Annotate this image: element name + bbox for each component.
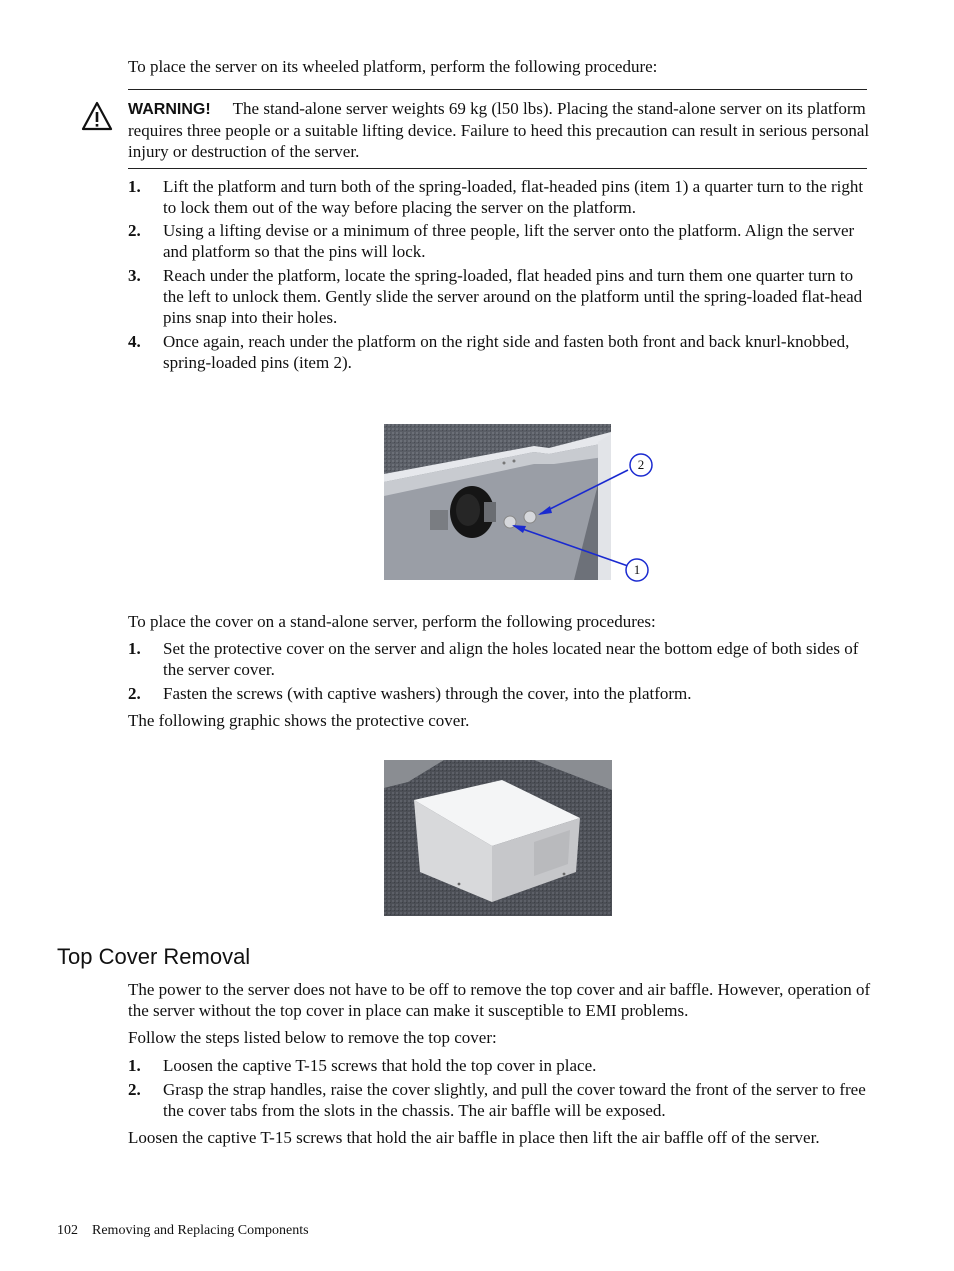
page-number: 102 <box>57 1223 78 1238</box>
follow-steps-text: Follow the steps listed below to remove the top cover: <box>128 1028 497 1047</box>
step-number: 3. <box>128 266 141 285</box>
cover-graphic-caption: The following graphic shows the protective cover. <box>128 711 470 730</box>
step-number: 2. <box>128 1080 141 1099</box>
step-text: Using a lifting devise or a minimum of three people, lift the server onto the platform. Align the server and platform so that the pins will lock. <box>163 221 855 261</box>
air-baffle-paragraph: Loosen the captive T-15 screws that hold the air baffle in place then lift the air baffle off of the server. <box>128 1128 820 1147</box>
warning-label: WARNING! <box>128 101 211 118</box>
warning-block <box>128 98 870 162</box>
step-text: Grasp the strap handles, raise the cover slightly, and pull the cover toward the front of the server to free the cover tabs from the slots in the chassis. The air baffle will be exposed. <box>163 1080 866 1120</box>
page-footer <box>57 1222 309 1240</box>
warning-text: The stand-alone server weights 69 kg (l50 lbs). Placing the stand-alone server on its platform requires three people or a suitable lifting device. Failure to heed this precaution can result in serious personal injury or destruction of the server. <box>128 99 870 161</box>
callout-2: 2 <box>637 457 645 472</box>
warning-top-rule <box>128 89 867 90</box>
intro-cover-text: To place the cover on a stand-alone server, perform the following procedures: <box>128 612 656 631</box>
step-number: 1. <box>128 1056 141 1075</box>
step-text: Fasten the screws (with captive washers) through the cover, into the platform. <box>163 684 692 703</box>
step-number: 1. <box>128 177 141 196</box>
chapter-title: Removing and Replacing Components <box>92 1223 309 1238</box>
step-number: 2. <box>128 221 141 240</box>
step-text: Set the protective cover on the server and align the holes located near the bottom edge of both sides of the server cover. <box>163 639 859 679</box>
top-cover-paragraph: The power to the server does not have to be off to remove the top cover and air baffle. However, operation of the server without the top cover in place can make it susceptible to EMI problems. <box>128 980 871 1020</box>
warning-bottom-rule <box>128 168 867 169</box>
intro-platform-text: To place the server on its wheeled platform, perform the following procedure: <box>128 57 658 76</box>
section-heading: Top Cover Removal <box>57 944 251 969</box>
protective-cover-photo <box>384 760 612 916</box>
step-text: Lift the platform and turn both of the spring-loaded, flat-headed pins (item 1) a quarter turn to the right to lock them out of the way before placing the server on the platform. <box>163 177 864 217</box>
callout-1: 1 <box>633 562 641 577</box>
step-text: Once again, reach under the platform on the right side and fasten both front and back knurl-knobbed, spring-loaded pins (item 2). <box>163 332 850 372</box>
step-text: Reach under the platform, locate the spring-loaded, flat headed pins and turn them one quarter turn to the left to unlock them. Gently slide the server around on the platform until the spring-loaded flat-head pins snap into their holes. <box>163 266 863 327</box>
step-number: 1. <box>128 639 141 658</box>
warning-icon <box>80 100 114 132</box>
step-text: Loosen the captive T-15 screws that hold the top cover in place. <box>163 1056 597 1075</box>
step-number: 4. <box>128 332 141 351</box>
step-number: 2. <box>128 684 141 703</box>
